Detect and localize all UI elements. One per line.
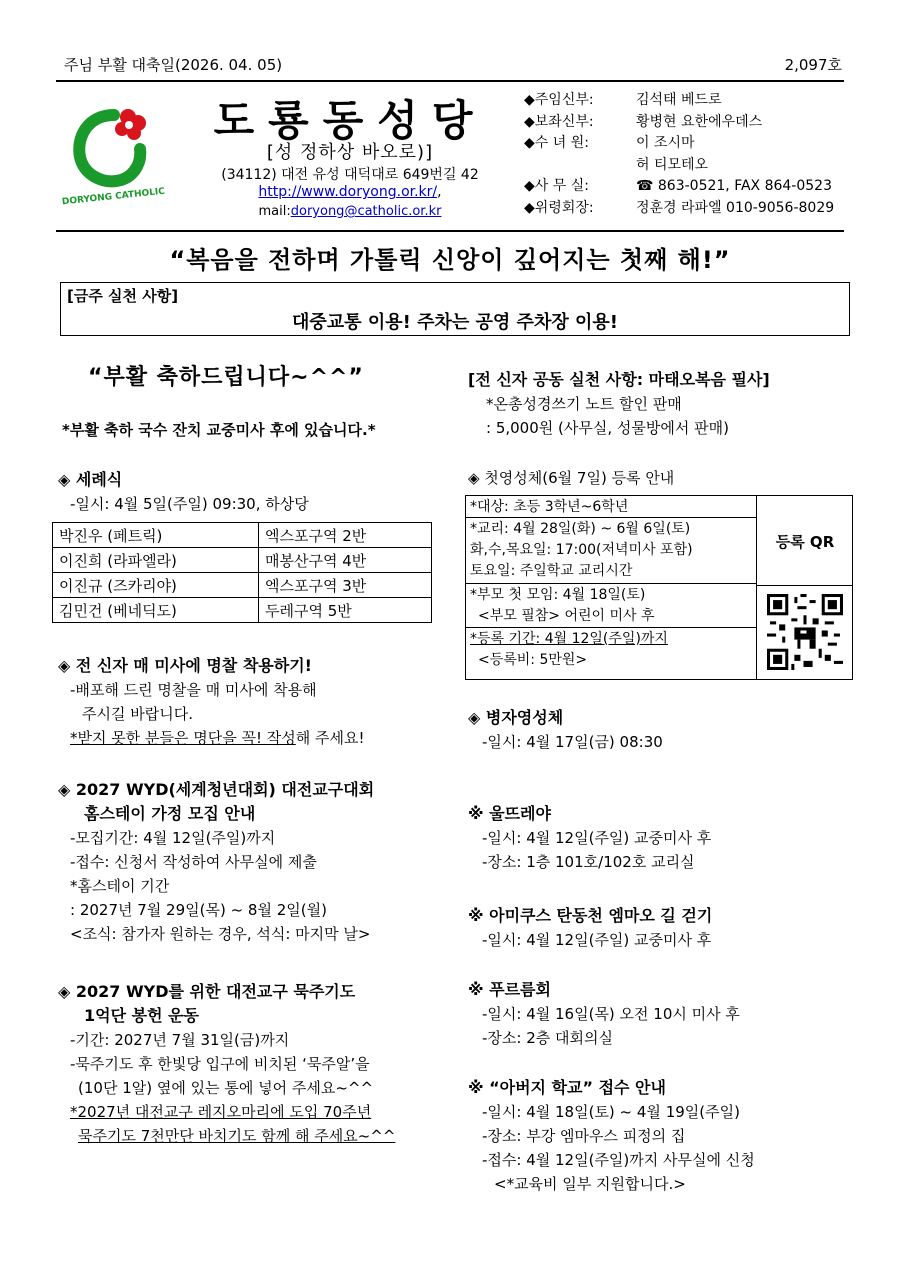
amicus-section: ※ 아미쿠스 탄동천 엠마오 길 걷기 -일시: 4월 12일(주일) 교중미사 후 (468, 906, 713, 949)
ultreya-section: ※ 울뜨레야 -일시: 4월 12일(주일) 교중미사 후 -장소: 1층 101호/102호 교리실 (468, 804, 712, 871)
patron-saint: [성 정하상 바오로)] (266, 142, 434, 163)
nametag-section: ◈ 전 신자 매 미사에 명찰 착용하기! -배포해 드린 명찰을 매 미사에 착용해 주시길 바랍니다. *받지 못한 분들은 명단을 꼭! 작성해 주세요! (58, 654, 448, 750)
divider-top (56, 80, 844, 82)
baptism-heading: ◈ 세례식 (58, 470, 123, 489)
father-school-section: ※ “아버지 학교” 접수 안내 -일시: 4월 18일(토) ~ 4월 19일(주일) -장소: 부강 엠마우스 피정의 집 -접수: 4월 12일(주일)까지 사무실에 신청 <*교육비 일부 지원합니다.> (468, 1078, 755, 1193)
common-practice-heading: [전 신자 공동 실천 사항: 마태오복음 필사] (468, 370, 770, 389)
pastoral-motto: “복음을 전하며 가톨릭 신앙이 깊어지는 첫째 해!” (169, 246, 731, 274)
weekly-practice-text: 대중교통 이용! 주차는 공영 주차장 이용! (292, 312, 618, 333)
address: (34112) 대전 유성 대덕대로 649번길 42 (221, 167, 479, 183)
svg-text:DORYONG CATHOLIC: DORYONG CATHOLIC (61, 186, 166, 207)
table-row: 김민건 (베네딕도) 두레구역 5반 (53, 598, 432, 623)
fc-qr-cell (756, 496, 852, 679)
parish-title: 도룡동성당 (213, 96, 487, 145)
staff-row: ◆위령회장: 정훈경 라파엘 010-9056-8029 (524, 199, 835, 216)
staff-row: ◆수 녀 원: 이 조시마 (524, 135, 695, 152)
fc-registration: *등록 기간: 4월 12일(주일)까지 <등록비: 5만원> (470, 631, 668, 668)
table-row: 박진우 (페트릭) 엑스포구역 2반 (53, 523, 432, 548)
staff-row: 허 티모테오 (636, 156, 709, 173)
easter-title: “부활 축하드립니다~^^” (88, 365, 364, 390)
fc-parents: *부모 첫 모임: 4월 18일(토) <부모 필참> 어린이 미사 후 (466, 584, 756, 628)
staff-list (524, 90, 854, 220)
issue-number: 2,097호 (784, 56, 842, 74)
wyd-homestay-section: ◈ 2027 WYD(세계청년대회) 대전교구대회 홈스테이 가정 모집 안내 -모집기간: 4월 12일(주일)까지 -접수: 신청서 작성하여 사무실에 제출 *홈스테이 기간 : 2027년 7월 29일(목) ~ 8월 2일(월) <조식: 참가자 원하는 경우, 석식: 마지막 날> (58, 780, 375, 943)
fc-target: *대상: 초등 3학년~6학년 (466, 496, 756, 518)
baptism-table (52, 522, 432, 623)
pureum-section: ※ 푸르름회 -일시: 4월 16일(목) 오전 10시 미사 후 -장소: 2층 대회의실 (468, 980, 740, 1047)
staff-row: ◆사 무 실: ☎ 863-0521, FAX 864-0523 (524, 178, 832, 195)
common-practice-section: [전 신자 공동 실천 사항: 마태오복음 필사] *온총성경쓰기 노트 할인 판매 : 5,000원 (사무실, 성물방에서 판매) (468, 368, 858, 440)
weekly-practice-box (60, 282, 850, 336)
easter-note: *부활 축하 국수 잔치 교중미사 후에 있습니다.* (62, 421, 376, 439)
website: http://www.doryong.or.kr/, (258, 184, 442, 200)
first-communion-box (465, 495, 853, 680)
email: mail:doryong@catholic.or.kr (258, 204, 442, 219)
table-row: 이진희 (라파엘라) 매봉산구역 4반 (53, 548, 432, 573)
staff-row: ◆주임신부: 김석태 베드로 (524, 92, 722, 108)
fc-class: *교리: 4월 28일(화) ~ 6월 6일(토) 화,수,목요일: 17:00(저녁미사 포함) 토요일: 주일학교 교리시간 (466, 518, 756, 584)
table-row: 이진규 (즈카리야) 엑스포구역 3반 (53, 573, 432, 598)
email-link[interactable]: doryong@catholic.or.kr (290, 204, 442, 219)
easter-greeting (88, 366, 408, 390)
nametag-heading: ◈ 전 신자 매 미사에 명찰 착용하기! (58, 656, 312, 675)
issue-date: 주님 부활 대축일(2026. 04. 05) (64, 56, 283, 74)
baptism-when: -일시: 4월 5일(주일) 09:30, 하상당 (70, 495, 309, 513)
qr-code-icon[interactable] (767, 594, 843, 670)
parish-logo (58, 95, 170, 207)
sick-communion-section: ◈ 병자영성체 -일시: 4월 17일(금) 08:30 (468, 708, 663, 751)
website-link[interactable]: http://www.doryong.or.kr/ (258, 184, 438, 200)
first-communion-heading: ◈ 첫영성체(6월 7일) 등록 안내 (468, 469, 675, 487)
header-bar (56, 52, 844, 76)
staff-row: ◆보좌신부: 황병현 요한에우데스 (524, 113, 763, 130)
weekly-practice-heading: [금주 실천 사항] (67, 287, 179, 305)
wyd-rosary-section: ◈ 2027 WYD를 위한 대전교구 묵주기도 1억단 봉헌 운동 -기간: 2027년 7월 31일(금)까지 -묵주기도 후 한빛당 입구에 비치된 ‘묵주알’을 (10단 1알) 옆에 있는 통에 넣어 주세요~^^ *2027년 대전교구 레지오마리에 도입 70주년 묵주기도 7천만단 바치기도 함께 해 주세요~^^ (58, 982, 396, 1145)
baptism-section (58, 468, 438, 516)
divider-mid (56, 230, 844, 232)
qr-label: 등록 QR (775, 533, 835, 551)
